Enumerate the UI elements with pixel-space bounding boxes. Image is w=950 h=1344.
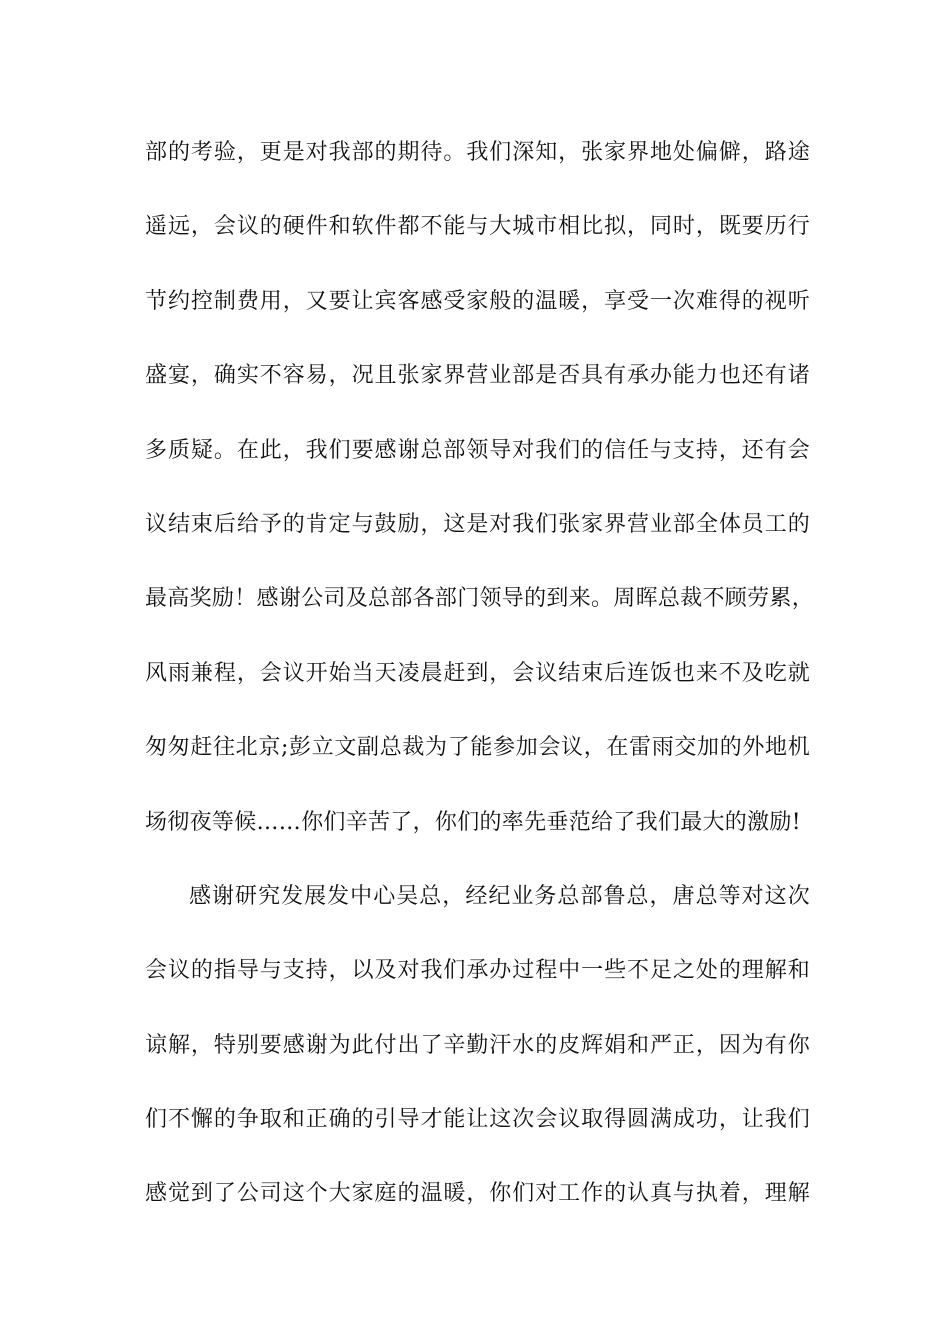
text-line: 最高奖励！感谢公司及总部各部门领导的到来。周晖总裁不顾劳累， bbox=[145, 586, 815, 612]
text-line: 匆匆赶往北京;彭立文副总裁为了能参加会议，在雷雨交加的外地机 bbox=[145, 735, 810, 761]
text-line: 谅解，特别要感谢为此付出了辛勤汗水的皮辉娟和严正，因为有你 bbox=[145, 1032, 810, 1058]
text-line: 场彻夜等候……你们辛苦了，你们的率先垂范给了我们最大的激励! bbox=[145, 809, 801, 835]
text-line: 们不懈的争取和正确的引导才能让这次会议取得圆满成功，让我们 bbox=[145, 1107, 810, 1133]
text-line: 部的考验，更是对我部的期待。我们深知，张家界地处偏僻，路途 bbox=[145, 140, 810, 165]
body-text bbox=[145, 128, 815, 1244]
text-line: 多质疑。在此，我们要感谢总部领导对我们的信任与支持，还有会 bbox=[145, 437, 810, 463]
text-line: 盛宴，确实不容易，况且张家界营业部是否具有承办能力也还有诸 bbox=[145, 363, 810, 389]
text-line: 会议的指导与支持，以及对我们承办过程中一些不足之处的理解和 bbox=[145, 958, 810, 984]
paragraph-2 bbox=[145, 872, 810, 1244]
text-line: 感觉到了公司这个大家庭的温暖，你们对工作的认真与执着，理解 bbox=[145, 1181, 810, 1207]
text-line: 遥远，会议的硬件和软件都不能与大城市相比拟，同时，既要历行 bbox=[145, 214, 810, 240]
text-line-indented: 感谢研究发展发中心吴总，经纪业务总部鲁总，唐总等对这次 bbox=[189, 883, 810, 909]
text-line: 节约控制费用，又要让宾客感受家般的温暖，享受一次难得的视听 bbox=[145, 288, 810, 314]
paragraph-1 bbox=[145, 128, 815, 872]
text-line: 风雨兼程，会议开始当天凌晨赶到，会议结束后连饭也来不及吃就 bbox=[145, 660, 810, 686]
text-line: 议结束后给予的肯定与鼓励，这是对我们张家界营业部全体员工的 bbox=[145, 511, 810, 537]
